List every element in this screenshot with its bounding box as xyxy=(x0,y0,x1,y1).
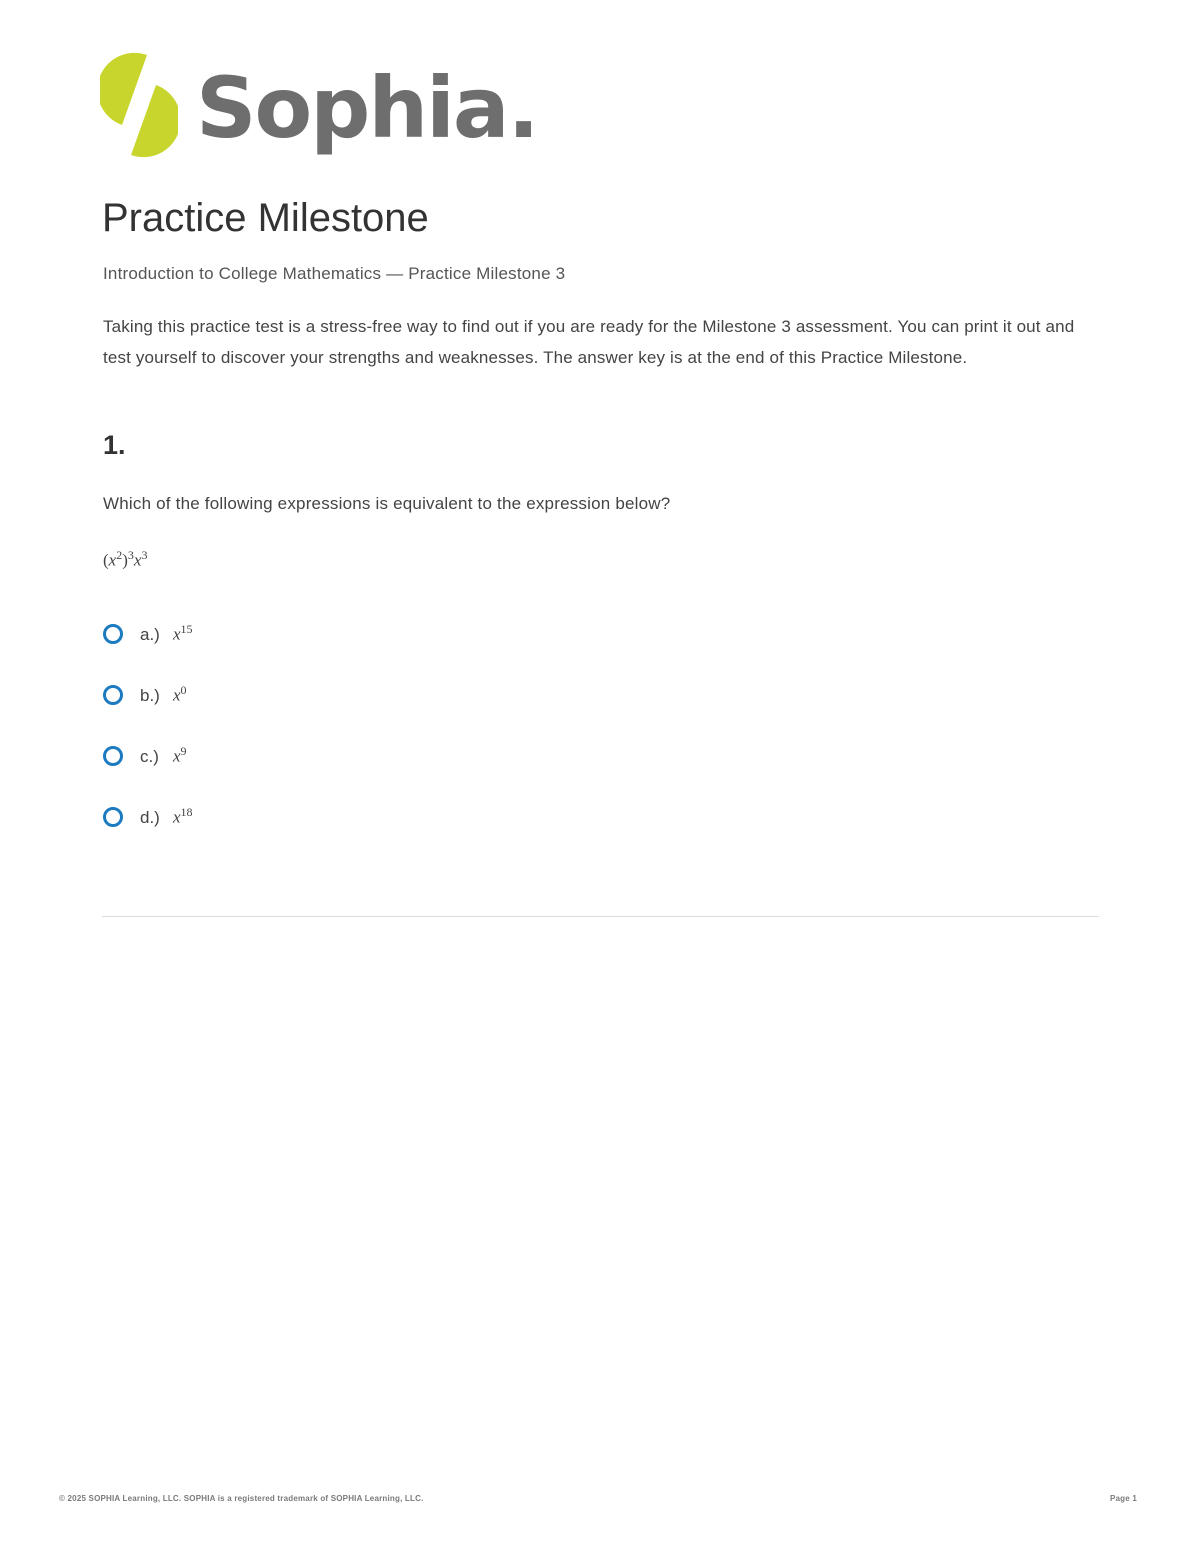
radio-icon[interactable] xyxy=(103,746,123,766)
option-label: b.) xyxy=(140,686,160,705)
radio-icon[interactable] xyxy=(103,624,123,644)
option-label: d.) xyxy=(140,808,160,827)
radio-icon[interactable] xyxy=(103,807,123,827)
footer-copyright: © 2025 SOPHIA Learning, LLC. SOPHIA is a registered trademark of SOPHIA Learning, LLC. xyxy=(59,1494,424,1503)
expr-open-paren: ( xyxy=(103,550,109,570)
expr-base1: x xyxy=(108,550,117,570)
option-expression xyxy=(173,622,193,645)
expr-base2: x xyxy=(133,550,142,570)
option-label: c.) xyxy=(140,747,159,766)
question-text: Which of the following expressions is equivalent to the expression below? xyxy=(103,494,671,513)
option-expression xyxy=(173,683,187,706)
sophia-logo-mark-icon xyxy=(100,52,178,158)
question-expression xyxy=(103,548,147,571)
logo-dot: . xyxy=(507,59,538,157)
option-base: x xyxy=(173,624,181,644)
option-expression xyxy=(173,744,187,767)
option-exponent: 15 xyxy=(180,622,193,636)
intro-paragraph: Taking this practice test is a stress-free way to find out if you are ready for the Milestone 3 assessment. You can print it out and test yourself to discover your strengths and weaknesses. The answer key is at the end of this Practice Milestone. xyxy=(103,317,1075,367)
option-base: x xyxy=(173,746,181,766)
answer-option-b[interactable] xyxy=(103,678,403,712)
section-divider xyxy=(102,916,1099,917)
logo-name: Sophia xyxy=(196,59,508,157)
expr-outer-exp: 3 xyxy=(127,548,134,562)
option-exponent: 0 xyxy=(180,683,187,697)
page-title: Practice Milestone xyxy=(102,196,429,240)
expr-close-paren: ) xyxy=(122,550,128,570)
option-exponent: 9 xyxy=(180,744,187,758)
option-exponent: 18 xyxy=(180,805,193,819)
option-expression xyxy=(173,805,193,828)
sophia-logo xyxy=(100,52,538,162)
expr-exp1: 2 xyxy=(116,548,123,562)
answer-option-d[interactable] xyxy=(103,800,403,834)
radio-icon[interactable] xyxy=(103,685,123,705)
expr-exp2: 3 xyxy=(141,548,148,562)
answer-option-c[interactable] xyxy=(103,739,403,773)
course-subtitle: Introduction to College Mathematics — Practice Milestone 3 xyxy=(103,264,566,283)
footer-page-number: Page 1 xyxy=(1110,1494,1137,1503)
option-label: a.) xyxy=(140,625,160,644)
answer-option-a[interactable] xyxy=(103,617,403,651)
logo-wordmark xyxy=(196,58,538,158)
option-base: x xyxy=(173,807,181,827)
question-number: 1. xyxy=(103,430,126,460)
option-base: x xyxy=(173,685,181,705)
